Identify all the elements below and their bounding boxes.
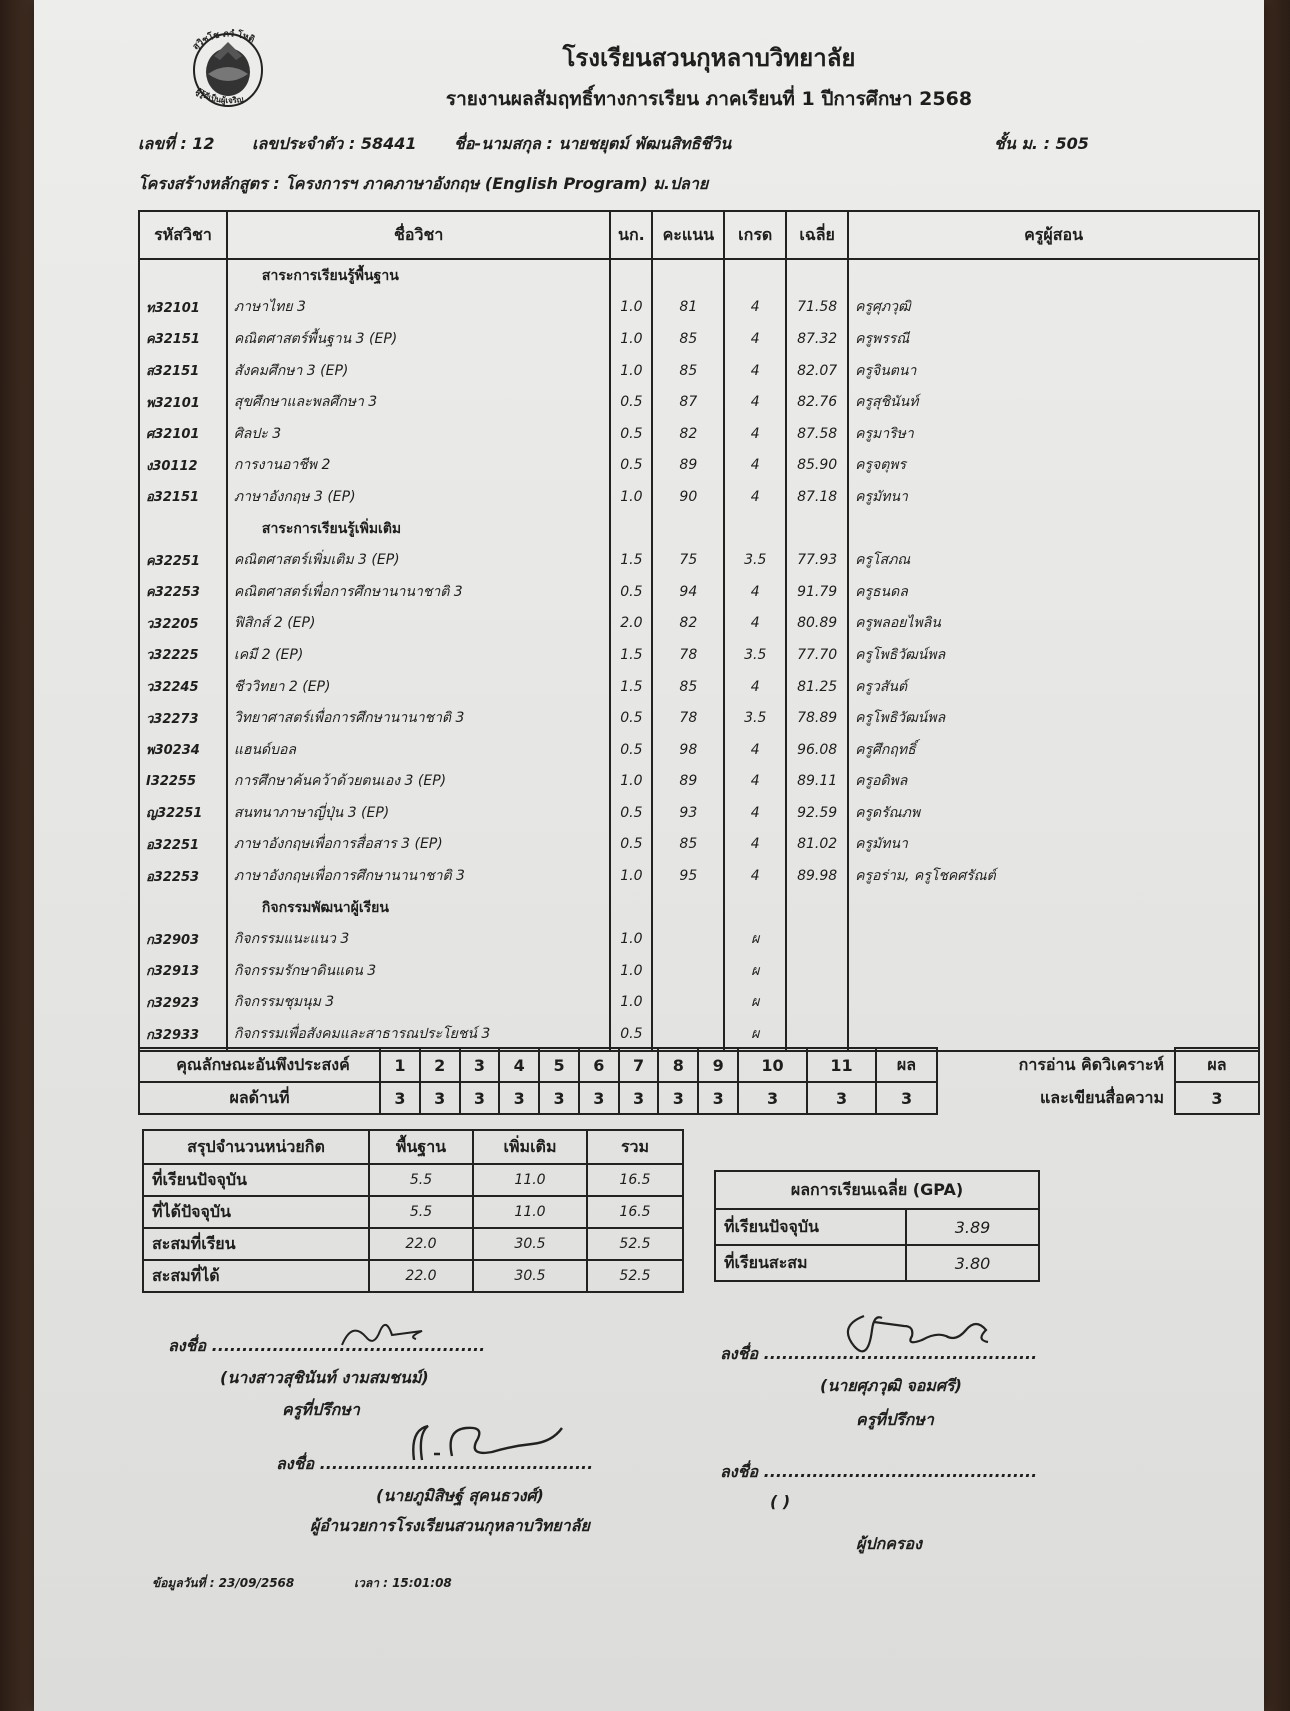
credit-value: 1.0 [610, 481, 652, 513]
average-value [786, 987, 848, 1019]
curriculum: โครงสร้างหลักสูตร : โครงการฯ ภาคภาษาอังกฤษ (English Program) ม.ปลาย [138, 174, 709, 193]
director-name: (นายภูมิสิษฐ์ สุคนธวงศ์) [376, 1486, 544, 1505]
subject-code: ส32151 [139, 355, 227, 387]
score-value: 82 [652, 608, 724, 640]
director-role: ผู้อำนวยการโรงเรียนสวนกุหลาบวิทยาลัย [310, 1516, 590, 1535]
credits-header-total: รวม [587, 1130, 683, 1164]
credits-row [143, 1228, 683, 1260]
subject-name: กิจกรรมรักษาดินแดน 3 [227, 955, 610, 987]
section-row [139, 513, 1259, 545]
subject-name: ชีววิทยา 2 (EP) [227, 671, 610, 703]
grade-value: 4 [724, 860, 786, 892]
data-date: ข้อมูลวันที่ : 23/09/2568 [152, 1576, 295, 1590]
char-value: 3 [619, 1082, 659, 1114]
credit-value: 1.5 [610, 544, 652, 576]
grade-value: 4 [724, 323, 786, 355]
teacher-name: ครูโสภณ [848, 544, 1259, 576]
subject-code: ว32205 [139, 608, 227, 640]
credit-value: 1.0 [610, 323, 652, 355]
grade-value: ผ [724, 955, 786, 987]
average-value: 77.70 [786, 639, 848, 671]
grade-value: 4 [724, 292, 786, 324]
reading-row-1 [954, 1048, 1259, 1082]
col-code: รหัสวิชา [139, 211, 227, 259]
score-value [652, 987, 724, 1019]
average-value: 81.02 [786, 829, 848, 861]
reading-result-header: ผล [1175, 1048, 1259, 1082]
credit-value: 0.5 [610, 450, 652, 482]
grade-value: ผ [724, 987, 786, 1019]
grade-row [139, 987, 1259, 1019]
gpa-title-row [715, 1171, 1039, 1209]
grade-row [139, 292, 1259, 324]
grade-value: 4 [724, 386, 786, 418]
grade-value: 4 [724, 829, 786, 861]
subject-code: พ32101 [139, 386, 227, 418]
grade-value: 4 [724, 450, 786, 482]
grade-value: 4 [724, 671, 786, 703]
grade-value: 4 [724, 576, 786, 608]
grade-row [139, 608, 1259, 640]
credits-basic: 22.0 [369, 1260, 473, 1292]
credits-basic: 5.5 [369, 1164, 473, 1196]
credits-row-label: ที่เรียนปัจจุบัน [143, 1164, 369, 1196]
grade-row [139, 860, 1259, 892]
average-value: 87.18 [786, 481, 848, 513]
grade-row [139, 955, 1259, 987]
teacher-name: ครูโพธิวัฒน์พล [848, 702, 1259, 734]
credit-value: 0.5 [610, 418, 652, 450]
subject-name: กิจกรรมเพื่อสังคมและสาธารณประโยชน์ 3 [227, 1018, 610, 1051]
score-value: 87 [652, 386, 724, 418]
average-value: 89.98 [786, 860, 848, 892]
grade-row [139, 702, 1259, 734]
reading-label-1: การอ่าน คิดวิเคราะห์ [1018, 1054, 1164, 1074]
grade-value: 3.5 [724, 544, 786, 576]
subject-code: I32255 [139, 766, 227, 798]
subject-code: อ32253 [139, 860, 227, 892]
credit-value: 1.5 [610, 671, 652, 703]
credit-value: 2.0 [610, 608, 652, 640]
char-col: 4 [499, 1048, 539, 1082]
credits-header-label: สรุปจำนวนหน่วยกิต [143, 1130, 369, 1164]
score-value [652, 923, 724, 955]
subject-name: สนทนาภาษาญี่ปุ่น 3 (EP) [227, 797, 610, 829]
teacher-name: ครูจินตนา [848, 355, 1259, 387]
subject-code: ว32273 [139, 702, 227, 734]
grade-value: 4 [724, 355, 786, 387]
grade-value: 4 [724, 766, 786, 798]
col-credit: นก. [610, 211, 652, 259]
average-value [786, 1018, 848, 1051]
grade-row [139, 734, 1259, 766]
student-class: ชั้น ม. : 505 [994, 134, 1089, 153]
char-col: 11 [807, 1048, 876, 1082]
char-col-result: ผล [876, 1048, 937, 1082]
credits-basic: 5.5 [369, 1196, 473, 1228]
grade-row [139, 544, 1259, 576]
characteristics-result-label: ผลด้านที่ [139, 1082, 380, 1114]
section-row [139, 892, 1259, 924]
signature-advisor-1 [334, 1315, 454, 1355]
col-score: คะแนน [652, 211, 724, 259]
average-value: 87.58 [786, 418, 848, 450]
teacher-name: ครูอดิพล [848, 766, 1259, 798]
gpa-row [715, 1245, 1039, 1281]
teacher-name: ครูธนดล [848, 576, 1259, 608]
subject-code: ญ32251 [139, 797, 227, 829]
credits-total: 16.5 [587, 1196, 683, 1228]
advisor-2-role: ครูที่ปรึกษา [856, 1410, 934, 1429]
average-value: 77.93 [786, 544, 848, 576]
gpa-table [714, 1170, 1040, 1282]
score-value: 85 [652, 355, 724, 387]
subject-code: ค32151 [139, 323, 227, 355]
grade-row [139, 386, 1259, 418]
logo-motto-bottom: ผู้รู้ดีเป็นผู้เจริญ [194, 86, 245, 106]
subject-name: การศึกษาค้นคว้าด้วยตนเอง 3 (EP) [227, 766, 610, 798]
teacher-name: ครูโพธิวัฒน์พล [848, 639, 1259, 671]
average-value: 78.89 [786, 702, 848, 734]
credits-extra: 30.5 [473, 1228, 587, 1260]
credits-row [143, 1164, 683, 1196]
characteristics-label: คุณลักษณะอันพึงประสงค์ [139, 1048, 380, 1082]
signature-advisor-2 [834, 1302, 1034, 1362]
gpa-value: 3.89 [906, 1209, 1039, 1245]
parent-role: ผู้ปกครอง [856, 1534, 922, 1553]
parent-name: ( ) [770, 1492, 791, 1511]
char-col: 1 [380, 1048, 420, 1082]
grade-row [139, 576, 1259, 608]
score-value: 85 [652, 323, 724, 355]
credit-value: 1.0 [610, 987, 652, 1019]
credits-extra: 11.0 [473, 1164, 587, 1196]
col-average: เฉลี่ย [786, 211, 848, 259]
score-value: 98 [652, 734, 724, 766]
char-value: 3 [698, 1082, 738, 1114]
char-col: 8 [658, 1048, 698, 1082]
student-number: เลขที่ : 12 [138, 134, 215, 153]
credits-header-extra: เพิ่มเติม [473, 1130, 587, 1164]
grade-row [139, 797, 1259, 829]
grade-row [139, 355, 1259, 387]
credit-value: 1.0 [610, 292, 652, 324]
sign-line-advisor-1: ลงชื่อ ............................................. [168, 1336, 486, 1355]
subject-code: พ30234 [139, 734, 227, 766]
score-value: 81 [652, 292, 724, 324]
char-col: 5 [539, 1048, 579, 1082]
credits-total: 16.5 [587, 1164, 683, 1196]
section-row [139, 259, 1259, 292]
char-value: 3 [579, 1082, 619, 1114]
subject-code: ก32933 [139, 1018, 227, 1051]
subject-code: อ32251 [139, 829, 227, 861]
credits-row-label: สะสมที่เรียน [143, 1228, 369, 1260]
col-teacher: ครูผู้สอน [848, 211, 1259, 259]
subject-name: ฟิสิกส์ 2 (EP) [227, 608, 610, 640]
char-value: 3 [460, 1082, 500, 1114]
average-value [786, 923, 848, 955]
credit-value: 0.5 [610, 386, 652, 418]
credits-basic: 22.0 [369, 1228, 473, 1260]
characteristics-table [138, 1047, 938, 1115]
teacher-name: ครูศุภวุฒิ [848, 292, 1259, 324]
signature-director [394, 1410, 614, 1470]
subject-name: กิจกรรมชุมนุม 3 [227, 987, 610, 1019]
score-value: 85 [652, 829, 724, 861]
score-value: 90 [652, 481, 724, 513]
grade-row [139, 323, 1259, 355]
credit-value: 1.5 [610, 639, 652, 671]
credits-row [143, 1260, 683, 1292]
sign-line-advisor-2: ลงชื่อ ............................................. [720, 1344, 1038, 1363]
subject-name: วิทยาศาสตร์เพื่อการศึกษานานาชาติ 3 [227, 702, 610, 734]
average-value: 96.08 [786, 734, 848, 766]
average-value: 82.76 [786, 386, 848, 418]
subject-name: แฮนด์บอล [227, 734, 610, 766]
credit-value: 0.5 [610, 797, 652, 829]
gpa-label: ที่เรียนปัจจุบัน [715, 1209, 906, 1245]
average-value: 92.59 [786, 797, 848, 829]
section-title: สาระการเรียนรู้เพิ่มเติม [227, 513, 610, 545]
subject-name: เคมี 2 (EP) [227, 639, 610, 671]
subject-name: ศิลปะ 3 [227, 418, 610, 450]
teacher-name: ครูอร่าม, ครูโชคศรัณต์ [848, 860, 1259, 892]
subject-name: คณิตศาสตร์เพิ่มเติม 3 (EP) [227, 544, 610, 576]
teacher-name: ครูมัทนา [848, 829, 1259, 861]
teacher-name [848, 955, 1259, 987]
char-value: 3 [658, 1082, 698, 1114]
subject-name: กิจกรรมแนะแนว 3 [227, 923, 610, 955]
teacher-name: ครูสุชินันท์ [848, 386, 1259, 418]
sign-line-director: ลงชื่อ ............................................. [276, 1454, 594, 1473]
reading-table [954, 1047, 1260, 1115]
teacher-name: ครูจตุพร [848, 450, 1259, 482]
subject-name: ภาษาอังกฤษเพื่อการศึกษานานาชาติ 3 [227, 860, 610, 892]
grade-row [139, 923, 1259, 955]
gpa-row [715, 1209, 1039, 1245]
teacher-name [848, 1018, 1259, 1051]
subject-code: ว32225 [139, 639, 227, 671]
teacher-name [848, 923, 1259, 955]
grade-value: 4 [724, 797, 786, 829]
credits-total: 52.5 [587, 1228, 683, 1260]
subject-name: การงานอาชีพ 2 [227, 450, 610, 482]
teacher-name: ครูศึกฤทธิ์ [848, 734, 1259, 766]
grade-value: 4 [724, 481, 786, 513]
credit-value: 1.0 [610, 955, 652, 987]
credit-value: 1.0 [610, 355, 652, 387]
teacher-name: ครูมาริษา [848, 418, 1259, 450]
char-col: 9 [698, 1048, 738, 1082]
logo-motto-top: สุวิชโช ภวํ โหติ [191, 29, 256, 53]
average-value: 71.58 [786, 292, 848, 324]
score-value [652, 1018, 724, 1051]
score-value: 78 [652, 639, 724, 671]
average-value: 91.79 [786, 576, 848, 608]
char-value: 3 [420, 1082, 460, 1114]
grade-value: 4 [724, 608, 786, 640]
char-col: 6 [579, 1048, 619, 1082]
credit-value: 0.5 [610, 702, 652, 734]
char-col: 7 [619, 1048, 659, 1082]
credit-value: 1.0 [610, 766, 652, 798]
teacher-name: ครูมัทนา [848, 481, 1259, 513]
score-value: 82 [652, 418, 724, 450]
credits-extra: 30.5 [473, 1260, 587, 1292]
teacher-name: ครูพลอยไพลิน [848, 608, 1259, 640]
grade-row [139, 829, 1259, 861]
subject-name: ภาษาอังกฤษเพื่อการสื่อสาร 3 (EP) [227, 829, 610, 861]
subject-code: ง30112 [139, 450, 227, 482]
score-value: 78 [652, 702, 724, 734]
gpa-value: 3.80 [906, 1245, 1039, 1281]
section-title: กิจกรรมพัฒนาผู้เรียน [227, 892, 610, 924]
credit-value: 1.0 [610, 923, 652, 955]
char-value: 3 [807, 1082, 876, 1114]
advisor-1-name: (นางสาวสุชินันท์ งามสมชนม์) [220, 1368, 429, 1387]
subject-name: สุขศึกษาและพลศึกษา 3 [227, 386, 610, 418]
score-value: 89 [652, 450, 724, 482]
grade-value: 3.5 [724, 702, 786, 734]
grade-value: 4 [724, 418, 786, 450]
credits-header-row [143, 1130, 683, 1164]
grade-row [139, 671, 1259, 703]
section-title: สาระการเรียนรู้พื้นฐาน [227, 259, 610, 292]
report-title: รายงานผลสัมฤทธิ์ทางการเรียน ภาคเรียนที่ 1 ปีการศึกษา 2568 [445, 88, 973, 110]
score-value: 75 [652, 544, 724, 576]
average-value: 82.07 [786, 355, 848, 387]
school-name: โรงเรียนสวนกุหลาบวิทยาลัย [562, 44, 856, 72]
gpa-label: ที่เรียนสะสม [715, 1245, 906, 1281]
char-col: 2 [420, 1048, 460, 1082]
subject-name: คณิตศาสตร์เพื่อการศึกษานานาชาติ 3 [227, 576, 610, 608]
characteristics-values-row [139, 1082, 937, 1114]
grade-value: ผ [724, 1018, 786, 1051]
subject-code: ค32253 [139, 576, 227, 608]
subject-code: ค32251 [139, 544, 227, 576]
grade-value: 4 [724, 734, 786, 766]
characteristics-header-row [139, 1048, 937, 1082]
subject-code: ท32101 [139, 292, 227, 324]
score-value: 89 [652, 766, 724, 798]
score-value: 85 [652, 671, 724, 703]
subject-code: ก32923 [139, 987, 227, 1019]
subject-code: ก32903 [139, 923, 227, 955]
credit-value: 0.5 [610, 1018, 652, 1051]
reading-result: 3 [1175, 1082, 1259, 1114]
gpa-title: ผลการเรียนเฉลี่ย (GPA) [715, 1171, 1039, 1209]
credits-row-label: ที่ได้ปัจจุบัน [143, 1196, 369, 1228]
col-subject: ชื่อวิชา [227, 211, 610, 259]
teacher-name: ครูวสันต์ [848, 671, 1259, 703]
grade-value: ผ [724, 923, 786, 955]
subject-code: ศ32101 [139, 418, 227, 450]
grades-header-row [139, 211, 1259, 259]
teacher-name: ครูพรรณี [848, 323, 1259, 355]
subject-name: ภาษาอังกฤษ 3 (EP) [227, 481, 610, 513]
subject-name: ภาษาไทย 3 [227, 292, 610, 324]
teacher-name [848, 987, 1259, 1019]
advisor-2-name: (นายศุภวุฒิ จอมศรี) [820, 1376, 962, 1395]
char-value: 3 [380, 1082, 420, 1114]
grades-table [138, 210, 1260, 1052]
subject-code: ก32913 [139, 955, 227, 987]
credit-value: 0.5 [610, 829, 652, 861]
credits-row [143, 1196, 683, 1228]
report-paper [34, 0, 1264, 1711]
reading-label-2: และเขียนสื่อความ [1039, 1087, 1164, 1107]
average-value [786, 955, 848, 987]
average-value: 80.89 [786, 608, 848, 640]
subject-name: สังคมศึกษา 3 (EP) [227, 355, 610, 387]
credit-value: 1.0 [610, 860, 652, 892]
char-col: 10 [738, 1048, 807, 1082]
score-value: 95 [652, 860, 724, 892]
subject-code: ว32245 [139, 671, 227, 703]
char-value: 3 [499, 1082, 539, 1114]
average-value: 81.25 [786, 671, 848, 703]
advisor-1-role: ครูที่ปรึกษา [282, 1400, 360, 1419]
teacher-name: ครูดรัณภพ [848, 797, 1259, 829]
credit-value: 0.5 [610, 576, 652, 608]
average-value: 87.32 [786, 323, 848, 355]
grade-row [139, 639, 1259, 671]
average-value: 85.90 [786, 450, 848, 482]
grade-row [139, 450, 1259, 482]
student-name: ชื่อ-นามสกุล : นายชยุตม์ พัฒนสิทธิชีวิน [454, 134, 732, 153]
student-id: เลขประจำตัว : 58441 [252, 134, 417, 153]
grade-row [139, 766, 1259, 798]
average-value: 89.11 [786, 766, 848, 798]
credits-total: 52.5 [587, 1260, 683, 1292]
credit-value: 0.5 [610, 734, 652, 766]
score-value: 93 [652, 797, 724, 829]
credits-row-label: สะสมที่ได้ [143, 1260, 369, 1292]
subject-code: อ32151 [139, 481, 227, 513]
subject-name: คณิตศาสตร์พื้นฐาน 3 (EP) [227, 323, 610, 355]
credits-header-basic: พื้นฐาน [369, 1130, 473, 1164]
col-grade: เกรด [724, 211, 786, 259]
credits-extra: 11.0 [473, 1196, 587, 1228]
char-value-result: 3 [876, 1082, 937, 1114]
char-col: 3 [460, 1048, 500, 1082]
char-value: 3 [738, 1082, 807, 1114]
char-value: 3 [539, 1082, 579, 1114]
sign-line-parent: ลงชื่อ ............................................. [720, 1462, 1038, 1481]
data-time: เวลา : 15:01:08 [354, 1576, 452, 1590]
credits-summary-table [142, 1129, 684, 1293]
score-value [652, 955, 724, 987]
grade-row [139, 418, 1259, 450]
grade-row [139, 1018, 1259, 1051]
score-value: 94 [652, 576, 724, 608]
reading-row-2 [954, 1082, 1259, 1114]
grade-value: 3.5 [724, 639, 786, 671]
grade-row [139, 481, 1259, 513]
